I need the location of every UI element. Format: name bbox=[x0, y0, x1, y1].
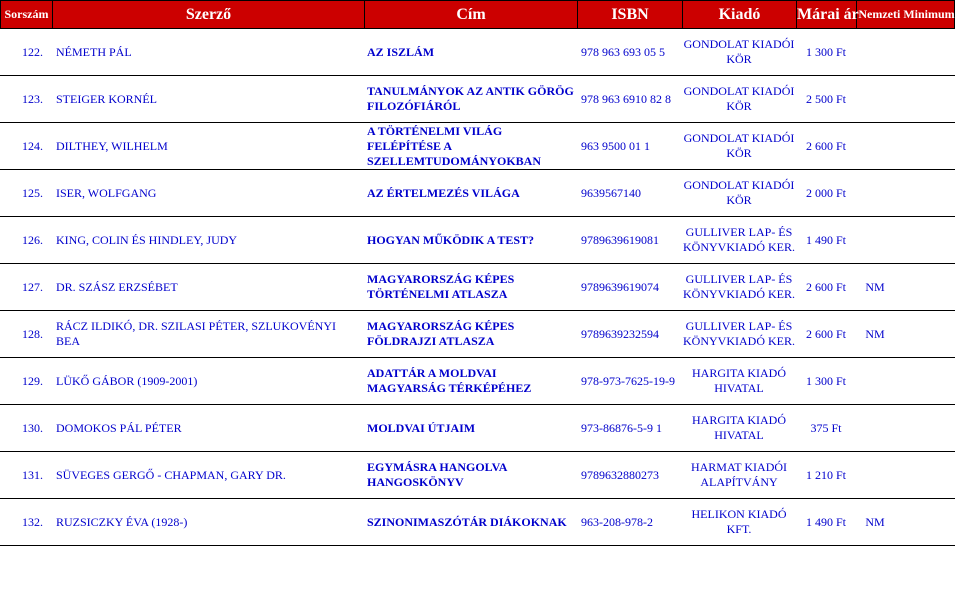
row-title: A TÖRTÉNELMI VILÁG FELÉPÍTÉSE A SZELLEMTUDOMÁNYOKBAN bbox=[367, 123, 542, 168]
row-number: 132. bbox=[22, 514, 43, 529]
row-nm bbox=[856, 452, 894, 498]
row-isbn: 963-208-978-2 bbox=[581, 514, 653, 529]
row-number: 131. bbox=[22, 467, 43, 482]
row-price: 2 600 Ft bbox=[805, 326, 846, 341]
row-isbn: 978-973-7625-19-9 bbox=[581, 373, 675, 388]
header-marai-ar: Márai ár bbox=[797, 1, 857, 28]
row-publisher: HARMAT KIADÓI ALAPÍTVÁNY bbox=[690, 460, 788, 489]
row-nm: NM bbox=[865, 279, 885, 294]
row-title: HOGYAN MŰKÖDIK A TEST? bbox=[367, 232, 535, 247]
row-nm bbox=[856, 76, 894, 122]
header-nemzeti-minimum: Nemzeti Minimum bbox=[858, 7, 955, 21]
row-nm bbox=[856, 405, 894, 451]
row-number: 130. bbox=[22, 420, 43, 435]
row-price: 1 210 Ft bbox=[805, 467, 846, 482]
header-kiado: Kiadó bbox=[683, 1, 797, 28]
row-nm bbox=[856, 217, 894, 263]
table-row bbox=[0, 76, 955, 123]
row-isbn: 9789639232594 bbox=[581, 326, 659, 341]
row-isbn: 9789639619074 bbox=[581, 279, 659, 294]
table-row bbox=[0, 452, 955, 499]
row-isbn: 9789639619081 bbox=[581, 232, 659, 247]
row-title: EGYMÁSRA HANGOLVA HANGOSKÖNYV bbox=[367, 460, 507, 489]
row-isbn: 9639567140 bbox=[581, 185, 641, 200]
row-title: SZINONIMASZÓTÁR DIÁKOKNAK bbox=[367, 514, 567, 529]
row-title: AZ ÉRTELMEZÉS VILÁGA bbox=[367, 185, 520, 200]
row-number: 126. bbox=[22, 232, 43, 247]
table-row bbox=[0, 217, 955, 264]
row-price: 2 500 Ft bbox=[805, 91, 846, 106]
row-publisher: HELIKON KIADÓ KFT. bbox=[691, 507, 787, 536]
row-title: MAGYARORSZÁG KÉPES TÖRTÉNELMI ATLASZA bbox=[367, 272, 515, 301]
row-author: KING, COLIN ÉS HINDLEY, JUDY bbox=[56, 232, 238, 247]
table-row bbox=[0, 29, 955, 76]
row-publisher: GULLIVER LAP- ÉS KÖNYVKIADÓ KER. bbox=[683, 319, 795, 348]
row-number: 123. bbox=[22, 91, 43, 106]
header-isbn: ISBN bbox=[578, 1, 683, 28]
row-price: 1 300 Ft bbox=[805, 44, 846, 59]
row-price: 1 490 Ft bbox=[805, 232, 846, 247]
row-publisher: GULLIVER LAP- ÉS KÖNYVKIADÓ KER. bbox=[683, 272, 795, 301]
row-number: 128. bbox=[22, 326, 43, 341]
row-publisher: GULLIVER LAP- ÉS KÖNYVKIADÓ KER. bbox=[683, 225, 795, 254]
row-author: RÁCZ ILDIKÓ, DR. SZILASI PÉTER, SZLUKOVÉNYI BEA bbox=[56, 319, 336, 348]
row-publisher: GONDOLAT KIADÓI KÖR bbox=[683, 178, 795, 207]
table-row bbox=[0, 311, 955, 358]
row-title: TANULMÁNYOK AZ ANTIK GÖRÖG FILOZÓFIÁRÓL bbox=[367, 84, 574, 113]
table-row bbox=[0, 405, 955, 452]
row-price: 2 000 Ft bbox=[805, 185, 846, 200]
row-nm bbox=[856, 358, 894, 404]
row-number: 125. bbox=[22, 185, 43, 200]
row-author: SÜVEGES GERGŐ - CHAPMAN, GARY DR. bbox=[56, 467, 286, 482]
row-price: 1 490 Ft bbox=[805, 514, 846, 529]
row-publisher: HARGITA KIADÓ HIVATAL bbox=[691, 413, 787, 442]
row-author: ISER, WOLFGANG bbox=[56, 185, 157, 200]
row-title: MAGYARORSZÁG KÉPES FÖLDRAJZI ATLASZA bbox=[367, 319, 515, 348]
row-title: AZ ISZLÁM bbox=[367, 44, 435, 59]
row-title: ADATTÁR A MOLDVAI MAGYARSÁG TÉRKÉPÉHEZ bbox=[367, 366, 532, 395]
row-isbn: 963 9500 01 1 bbox=[581, 138, 650, 153]
table-row bbox=[0, 264, 955, 311]
row-nm bbox=[856, 123, 894, 169]
row-title: MOLDVAI ÚTJAIM bbox=[367, 420, 476, 435]
row-author: DILTHEY, WILHELM bbox=[56, 138, 168, 153]
table-row bbox=[0, 170, 955, 217]
row-nm: NM bbox=[865, 514, 885, 529]
header-cim: Cím bbox=[365, 1, 578, 28]
row-nm bbox=[856, 170, 894, 216]
row-publisher: GONDOLAT KIADÓI KÖR bbox=[683, 131, 795, 160]
row-nm bbox=[856, 29, 894, 75]
row-number: 124. bbox=[22, 138, 43, 153]
row-author: NÉMETH PÁL bbox=[56, 44, 132, 59]
table-row bbox=[0, 358, 955, 405]
row-publisher: HARGITA KIADÓ HIVATAL bbox=[691, 366, 787, 395]
table-header bbox=[0, 0, 955, 29]
row-publisher: GONDOLAT KIADÓI KÖR bbox=[683, 37, 795, 66]
row-author: STEIGER KORNÉL bbox=[56, 91, 157, 106]
row-nm: NM bbox=[865, 326, 885, 341]
row-isbn: 973-86876-5-9 1 bbox=[581, 420, 662, 435]
row-number: 127. bbox=[22, 279, 43, 294]
row-price: 2 600 Ft bbox=[805, 279, 846, 294]
row-author: LÜKŐ GÁBOR (1909-2001) bbox=[56, 373, 198, 388]
row-author: RUZSICZKY ÉVA (1928-) bbox=[56, 514, 188, 529]
row-isbn: 978 963 693 05 5 bbox=[581, 44, 665, 59]
table-row bbox=[0, 123, 955, 170]
header-szerzo: Szerző bbox=[53, 1, 365, 28]
row-author: DOMOKOS PÁL PÉTER bbox=[56, 420, 182, 435]
row-price: 1 300 Ft bbox=[805, 373, 846, 388]
row-number: 129. bbox=[22, 373, 43, 388]
row-number: 122. bbox=[22, 44, 43, 59]
header-sorszam: Sorszám bbox=[1, 1, 53, 28]
row-isbn: 9789632880273 bbox=[581, 467, 659, 482]
row-isbn: 978 963 6910 82 8 bbox=[581, 91, 671, 106]
row-price: 2 600 Ft bbox=[805, 138, 846, 153]
table-row bbox=[0, 499, 955, 546]
row-author: DR. SZÁSZ ERZSÉBET bbox=[56, 279, 178, 294]
row-publisher: GONDOLAT KIADÓI KÖR bbox=[683, 84, 795, 113]
row-price: 375 Ft bbox=[810, 420, 842, 435]
